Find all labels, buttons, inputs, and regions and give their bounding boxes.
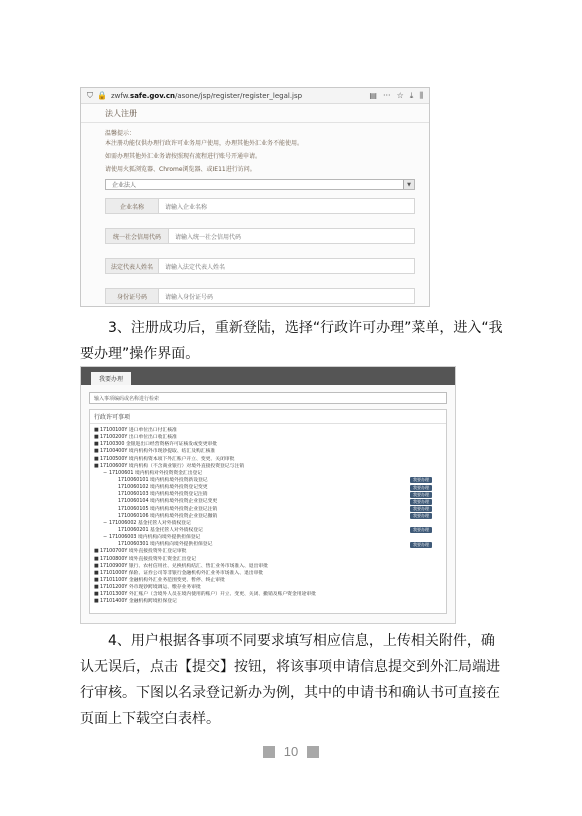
tree-item[interactable]	[94, 513, 446, 520]
panel-title: 行政许可事项	[90, 410, 446, 424]
tree-item[interactable]	[94, 527, 446, 534]
footer-square-right	[307, 746, 319, 758]
company-name-row	[105, 198, 415, 214]
tree-item[interactable]	[94, 577, 446, 584]
reader-icon[interactable]: ▤	[369, 90, 377, 100]
step4-paragraph: 4、用户根据各事项不同要求填写相应信息，上传相关附件，确认无误后，点击【提交】按钮，将该事项申请信息提交到外汇局端进行审核。下图以名录登记新办为例，其中的申请书和确认书可直接在页面上下载空白表样。	[80, 633, 500, 727]
tree-item-label: 17101100Y 金融机构外汇业务范围变更、暂停、终止审批	[100, 577, 225, 583]
tree-item-label: 17101200Y 外币现钞跨境调运、缴存业务审批	[100, 585, 201, 591]
tree-item[interactable]	[94, 463, 446, 470]
credit-code-input[interactable]: 请输入统一社会信用代码	[175, 233, 242, 241]
lock-icon: 🔒	[97, 91, 107, 100]
registration-screenshot	[80, 87, 430, 307]
permit-panel	[89, 409, 447, 614]
apply-button[interactable]: 我要办理	[410, 527, 432, 533]
tab-bar	[81, 367, 455, 385]
tree-item[interactable]	[94, 506, 446, 513]
tree-item-label: 17100100Y 进口单位出口付汇核准	[100, 428, 177, 433]
tree-toggle-icon[interactable]: ■	[94, 441, 99, 448]
tree-toggle-icon[interactable]: ■	[94, 455, 99, 462]
url-text[interactable]: zwfw.safe.gov.cn/asone/jsp/register/register_legal.jsp	[110, 91, 303, 100]
tree-item[interactable]	[94, 470, 446, 477]
apply-button[interactable]: 我要办理	[410, 499, 432, 505]
credit-code-row	[105, 228, 415, 244]
footer-square-left	[263, 746, 275, 758]
dropdown-arrow-icon[interactable]: ▼	[403, 180, 414, 189]
permit-tree	[90, 424, 446, 606]
tree-item[interactable]	[94, 484, 446, 491]
tree-item[interactable]	[94, 434, 446, 441]
tree-item-label: 17100700Y 境外直接投资外汇登记审批	[100, 549, 187, 555]
tree-item-label: 1710060105 境内机构境外投资企业登记注销	[118, 506, 218, 512]
step3-paragraph: 3、注册成功后，重新登陆，选择“行政许可办理”菜单，进入“我要办理”操作界面。	[80, 320, 503, 362]
tree-toggle-icon[interactable]: ■	[94, 448, 99, 455]
tree-item[interactable]	[94, 520, 446, 527]
field-label: 企业名称	[106, 199, 159, 213]
tree-item[interactable]	[94, 441, 446, 448]
tree-item-label: 17101400Y 金融机构跨境担保登记	[100, 599, 177, 605]
tip-heading: 温馨提示：	[105, 130, 136, 137]
admin-screenshot	[80, 366, 456, 624]
tree-item-label: 171006003 境内机构向境外提供担保登记	[109, 535, 201, 541]
tree-toggle-icon[interactable]: ■	[94, 598, 99, 605]
tree-toggle-icon[interactable]: ■	[94, 569, 99, 576]
id-number-input[interactable]: 请输入身份证号码	[165, 293, 214, 301]
tree-item-label: 1710060106 境内机构境外投资企业登记撤销	[118, 513, 218, 519]
legal-rep-input[interactable]: 请输入法定代表人姓名	[165, 263, 226, 271]
company-name-input[interactable]: 请输入企业名称	[165, 203, 208, 211]
tree-item[interactable]	[94, 598, 446, 605]
tree-toggle-icon[interactable]: −	[103, 519, 108, 526]
tree-item-label: 1710060104 境内机构境外投资企业登记变更	[118, 499, 218, 505]
tree-toggle-icon[interactable]: ■	[94, 462, 99, 469]
tip-line: 如需办理其他外汇业务请按照现有流程进行账号开通申请。	[105, 153, 262, 160]
page-number: 10	[283, 744, 299, 759]
tree-toggle-icon[interactable]: ■	[94, 427, 99, 433]
tree-toggle-icon[interactable]: ■	[94, 548, 99, 555]
tree-item-label: 17100200Y 出口单位出口收汇核准	[100, 435, 177, 441]
tree-toggle-icon[interactable]: ■	[94, 576, 99, 583]
tree-item[interactable]	[94, 448, 446, 455]
apply-button[interactable]: 我要办理	[410, 506, 432, 512]
tree-item-label: 17100600Y 境内机构（不含商业银行）对境外直接投资登记与注销	[100, 463, 244, 469]
page-footer	[0, 744, 582, 759]
apply-button[interactable]: 我要办理	[410, 492, 432, 498]
apply-button[interactable]: 我要办理	[410, 477, 432, 483]
tip-line: 本注册功能仅供办理行政许可业务用户使用，办理其他外汇业务不能使用。	[105, 140, 304, 147]
tree-item[interactable]	[94, 556, 446, 563]
tree-item-label: 171006002 基金托管人对外债权登记	[109, 520, 191, 526]
tree-item[interactable]	[94, 563, 446, 570]
tree-item-label: 1710060101 境内机构境外投资新设登记	[118, 477, 208, 483]
tree-item-label: 17100800Y 境外直接投资外汇资金汇出登记	[100, 556, 197, 562]
more-icon[interactable]: ···	[382, 90, 391, 100]
tree-item[interactable]	[94, 491, 446, 498]
tree-toggle-icon[interactable]: ■	[94, 434, 99, 441]
tip-line: 请使用火狐浏览器、Chrome浏览器、或IE11进行访问。	[105, 166, 256, 173]
page-title: 法人注册	[81, 104, 429, 123]
tree-toggle-icon[interactable]: ■	[94, 555, 99, 562]
tree-item[interactable]	[94, 570, 446, 577]
tree-toggle-icon[interactable]: −	[103, 469, 108, 476]
tree-item-label: 17100400Y 境内机构外币现钞提取、结汇及购汇核准	[100, 449, 216, 455]
browser-address-bar[interactable]	[81, 88, 429, 104]
library-icon[interactable]: ⫼	[419, 90, 423, 100]
tree-item[interactable]	[94, 584, 446, 591]
tree-item[interactable]	[94, 548, 446, 555]
entity-type-select[interactable]: 企业法人 ▼	[105, 179, 415, 190]
tree-toggle-icon[interactable]: ■	[94, 562, 99, 569]
tree-item-label: 17100900Y 银行、农村信用社、兑换机构结汇、售汇业务市场准入、退出审批	[100, 563, 268, 569]
tree-item-label: 17100500Y 境内机构资本项下外汇账户开立、变更、关闭审批	[100, 456, 235, 462]
tree-toggle-icon[interactable]: −	[103, 534, 108, 541]
tree-toggle-icon[interactable]: ■	[94, 584, 99, 591]
tree-item[interactable]	[94, 427, 446, 434]
download-icon[interactable]: ⤓	[409, 90, 414, 100]
shield-icon: ⛉	[87, 90, 93, 100]
tree-toggle-icon[interactable]: ■	[94, 591, 99, 598]
field-label: 法定代表人姓名	[106, 259, 159, 273]
tab-apply[interactable]: 我要办理	[91, 372, 131, 385]
search-input[interactable]: 输入事项编码或名称进行检索	[89, 392, 447, 404]
tree-item-label: 1710060102 境内机构境外投资登记变更	[118, 485, 208, 491]
bookmark-star-icon[interactable]: ☆	[396, 90, 404, 100]
tree-item-label: 17100300 金银进出口经营资格许可证核发或变更审批	[100, 442, 218, 448]
tree-item[interactable]	[94, 456, 446, 463]
legal-rep-row	[105, 258, 415, 274]
tree-item[interactable]	[94, 591, 446, 598]
tree-item-label: 1710060301 境内机构向境外提供担保登记	[118, 542, 213, 548]
field-label: 统一社会信用代码	[106, 229, 169, 243]
tree-item[interactable]	[94, 541, 446, 548]
apply-button[interactable]: 我要办理	[410, 542, 432, 548]
tree-item-label: 17101300Y 外汇账户（含境外人员在境内使用的账户）开立、变更、关闭、撤销及账户资金用途审批	[100, 592, 316, 598]
apply-button[interactable]: 我要办理	[410, 513, 432, 519]
tree-item[interactable]	[94, 498, 446, 505]
tree-item[interactable]	[94, 534, 446, 541]
tree-item-label: 17100601 境内机构对外投资资金汇出登记	[109, 470, 203, 476]
tree-item-label: 17101000Y 保险、证券公司等非银行金融机构外汇业务市场准入、退出审批	[100, 570, 264, 576]
apply-button[interactable]: 我要办理	[410, 485, 432, 491]
tree-item[interactable]	[94, 477, 446, 484]
tree-item-label: 1710060201 基金托管人对外债权登记	[118, 527, 203, 533]
tree-item-label: 1710060103 境内机构境外投资登记注销	[118, 492, 208, 498]
id-number-row	[105, 288, 415, 304]
field-label: 身份证号码	[106, 289, 159, 303]
